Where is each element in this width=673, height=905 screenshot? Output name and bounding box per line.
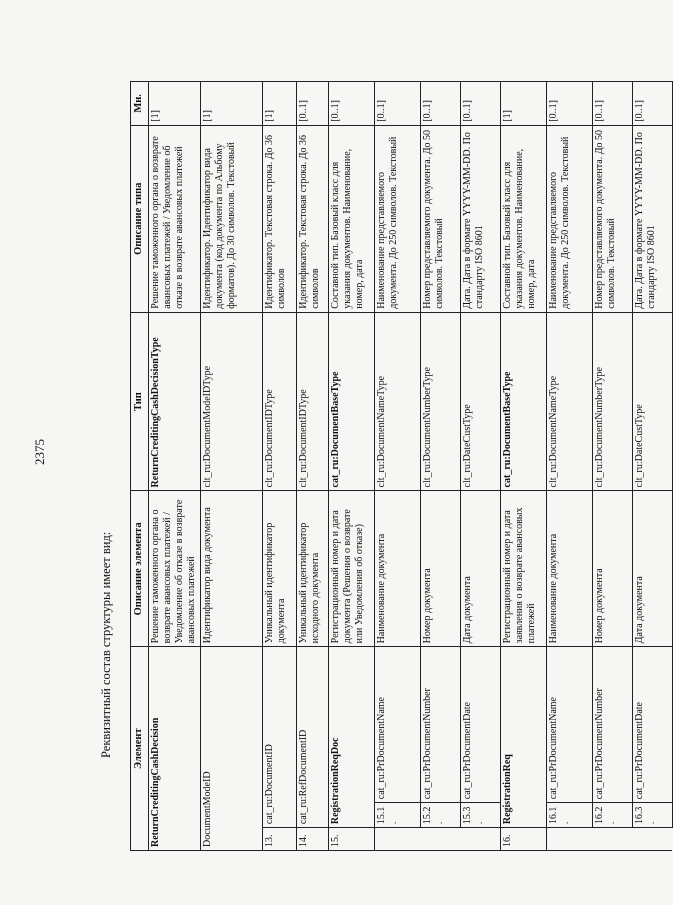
page-number: 2375 bbox=[32, 439, 47, 465]
row-element-name: ReturnCreditingCashDecision bbox=[148, 647, 200, 851]
row-subnumber: 15.1. bbox=[374, 803, 420, 828]
table-row bbox=[200, 82, 262, 851]
row-element-name: cat_ru:PrDocumentName bbox=[546, 647, 592, 803]
row-type-description: Дата. Дата в формате YYYY-MM-DD. По стандарту ISO 8601 bbox=[460, 125, 500, 312]
row-number bbox=[592, 828, 632, 851]
row-element-name: DocumentModeID bbox=[200, 647, 262, 851]
row-subnumber: 16.1. bbox=[546, 803, 592, 828]
row-element-description: Идентификатор вида документа bbox=[200, 491, 262, 647]
row-number bbox=[374, 828, 420, 851]
row-element-description: Уникальный идентификатор документа bbox=[262, 491, 296, 647]
row-multiplicity: [0..1] bbox=[592, 82, 632, 126]
row-type: cat_ru:DocumentBaseType bbox=[328, 312, 374, 491]
row-multiplicity: [0..1] bbox=[460, 82, 500, 126]
row-number: 13. bbox=[262, 828, 296, 851]
row-multiplicity: [0..1] bbox=[420, 82, 460, 126]
row-element-name: cat_ru:RefDocumentID bbox=[296, 647, 328, 828]
row-type-description: Наименование представляемого документа. До 250 символов. Текстовый bbox=[546, 125, 592, 312]
row-element-description: Наименование документа bbox=[374, 491, 420, 647]
row-multiplicity: [0..1] bbox=[296, 82, 328, 126]
table-row bbox=[632, 82, 672, 851]
row-number: 16. bbox=[500, 828, 546, 851]
row-element-description: Решение таможенного органа о возврате авансовых платежей / Уведомление об отказе в возврате авансовых платежей bbox=[148, 491, 200, 647]
row-element-name: cat_ru:PrDocumentDate bbox=[460, 647, 500, 803]
requisite-table bbox=[130, 81, 673, 851]
row-type-description: Номер представляемого документа. До 50 символов. Текстовый bbox=[420, 125, 460, 312]
header-element: Элемент bbox=[131, 647, 149, 851]
table-row bbox=[460, 82, 500, 851]
row-element-name: cat_ru:PrDocumentNumber bbox=[420, 647, 460, 803]
table-row bbox=[148, 82, 200, 851]
row-number bbox=[546, 828, 592, 851]
row-element-name: cat_ru:DocumentID bbox=[262, 647, 296, 828]
row-type-description: Номер представляемого документа. До 50 символов. Текстовый bbox=[592, 125, 632, 312]
row-type: clt_ru:DocumentModeIDType bbox=[200, 312, 262, 491]
row-type: clt_ru:DocumentIDType bbox=[296, 312, 328, 491]
row-element-description: Наименование документа bbox=[546, 491, 592, 647]
row-type-description: Наименование представляемого документа. До 250 символов. Текстовый bbox=[374, 125, 420, 312]
row-type: clt_ru:DocumentNumberType bbox=[420, 312, 460, 491]
header-type-description: Описание типа bbox=[131, 125, 149, 312]
row-element-name: RegistrationReq bbox=[500, 647, 546, 828]
row-element-description: Уникальный идентификатор исходного документа bbox=[296, 491, 328, 647]
row-type-description: Решение таможенного органа о возврате авансовых платежей / Уведомление об отказе в возврате авансовых платежей bbox=[148, 125, 200, 312]
row-type: clt_ru:DateCustType bbox=[460, 312, 500, 491]
row-element-description: Регистрационный номер и дата документа (Решения о возврате или Уведомления об отказе) bbox=[328, 491, 374, 647]
row-subnumber: 15.3. bbox=[460, 803, 500, 828]
row-multiplicity: [1] bbox=[148, 82, 200, 126]
table-row bbox=[374, 82, 420, 851]
row-type: ReturnCreditingCashDecisionType bbox=[148, 312, 200, 491]
row-multiplicity: [0..1] bbox=[374, 82, 420, 126]
row-number bbox=[420, 828, 460, 851]
row-multiplicity: [0..1] bbox=[546, 82, 592, 126]
row-subnumber: 16.2. bbox=[592, 803, 632, 828]
row-type-description: Идентификатор. Текстовая строка. До 36 символов bbox=[262, 125, 296, 312]
row-multiplicity: [1] bbox=[500, 82, 546, 126]
row-number bbox=[632, 828, 672, 851]
row-number bbox=[460, 828, 500, 851]
row-element-description: Номер документа bbox=[420, 491, 460, 647]
row-multiplicity: [0..1] bbox=[328, 82, 374, 126]
header-element-description: Описание элемента bbox=[131, 491, 149, 647]
row-type-description: Идентификатор. Идентификатор вида документа (код документа по Альбому форматов). До 30 символов. Текстовый bbox=[200, 125, 262, 312]
table-row bbox=[500, 82, 546, 851]
row-element-name: cat_ru:PrDocumentName bbox=[374, 647, 420, 803]
table-row bbox=[262, 82, 296, 851]
row-element-description: Номер документа bbox=[592, 491, 632, 647]
row-type-description: Идентификатор. Текстовая строка. До 36 символов bbox=[296, 125, 328, 312]
table-row bbox=[592, 82, 632, 851]
row-element-name: RegistrationReqDoc bbox=[328, 647, 374, 828]
header-multiplicity: Мн. bbox=[131, 82, 149, 126]
row-subnumber: 15.2. bbox=[420, 803, 460, 828]
row-element-name: cat_ru:PrDocumentDate bbox=[632, 647, 672, 803]
row-subnumber: 16.3. bbox=[632, 803, 672, 828]
row-type: clt_ru:DateCustType bbox=[632, 312, 672, 491]
row-type-description: Составной тип. Базовый класс для указания документов. Наименование, номер, дата bbox=[500, 125, 546, 312]
row-type-description: Дата. Дата в формате YYYY-MM-DD. По стандарту ISO 8601 bbox=[632, 125, 672, 312]
row-type: clt_ru:DocumentNameType bbox=[374, 312, 420, 491]
table-row bbox=[546, 82, 592, 851]
row-element-description: Дата документа bbox=[632, 491, 672, 647]
requisite-table-container bbox=[130, 81, 657, 851]
table-header-row bbox=[131, 82, 149, 851]
row-element-description: Регистрационный номер и дата заявления о возврате авансовых платежей bbox=[500, 491, 546, 647]
table-row bbox=[420, 82, 460, 851]
row-multiplicity: [0..1] bbox=[632, 82, 672, 126]
row-multiplicity: [1] bbox=[200, 82, 262, 126]
row-element-description: Дата документа bbox=[460, 491, 500, 647]
row-multiplicity: [1] bbox=[262, 82, 296, 126]
row-type: cat_ru:DocumentBaseType bbox=[500, 312, 546, 491]
table-row bbox=[296, 82, 328, 851]
row-number: 14. bbox=[296, 828, 328, 851]
header-type: Тип bbox=[131, 312, 149, 491]
row-type: clt_ru:DocumentIDType bbox=[262, 312, 296, 491]
row-type: clt_ru:DocumentNameType bbox=[546, 312, 592, 491]
table-row bbox=[328, 82, 374, 851]
row-type: clt_ru:DocumentNumberType bbox=[592, 312, 632, 491]
row-number: 15. bbox=[328, 828, 374, 851]
table-caption: Реквизитный состав структуры имеет вид: bbox=[99, 531, 113, 758]
row-type-description: Составной тип. Базовый класс для указания документов. Наименование, номер, дата bbox=[328, 125, 374, 312]
row-element-name: cat_ru:PrDocumentNumber bbox=[592, 647, 632, 803]
